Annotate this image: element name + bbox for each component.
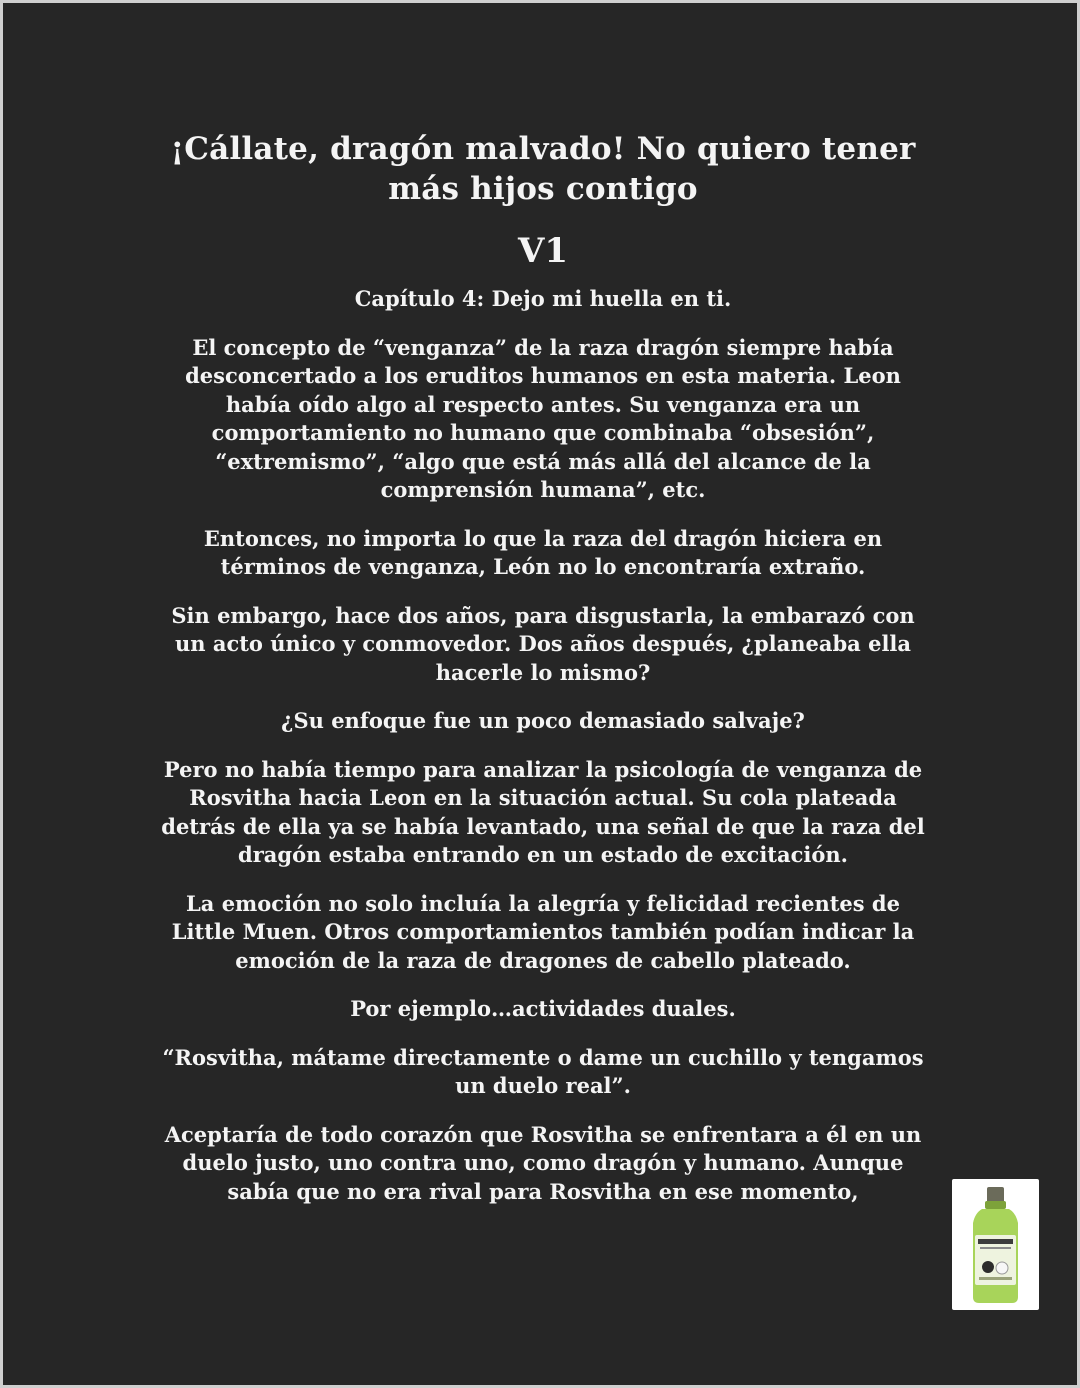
whisky-bottle-icon <box>952 1179 1039 1310</box>
paragraph: Entonces, no importa lo que la raza del dragón hiciera en términos de venganza, León no lo encontraría extraño. <box>203 525 883 579</box>
paragraph: Sin embargo, hace dos años, para disgustarla, la embarazó con un acto único y conmovedor. Dos años después, ¿planeaba ella hacerle lo mismo? <box>171 602 915 685</box>
paragraph: El concepto de “venganza” de la raza dragón siempre había desconcertado a los eruditos humanos en esta materia. Leon había oído algo al respecto antes. Su venganza era un comportamiento no humano que combinaba “obsesión”, “extremismo”, “algo que está más allá del alcance de la comprensión humana”, etc. <box>185 334 901 502</box>
page-title: ¡Cállate, dragón malvado! No quiero tener más hijos contigo <box>170 131 916 207</box>
paragraph: Pero no había tiempo para analizar la psicología de venganza de Rosvitha hacia Leon en la situación actual. Su cola plateada detrás de ella ya se había levantado, una señal de que la raza del dragón estaba entrando en un estado de excitación. <box>161 756 925 867</box>
article-body <box>153 129 933 1226</box>
paragraph: Por ejemplo…actividades duales. <box>350 996 736 1021</box>
paragraph: La emoción no solo incluía la alegría y felicidad recientes de Little Muen. Otros comportamientos también podían indicar la emoción de la raza de dragones de cabello plateado. <box>171 890 915 973</box>
paragraph: “Rosvitha, mátame directamente o dame un cuchillo y tengamos un duelo real”. <box>162 1044 924 1098</box>
ad-banner[interactable] <box>952 1179 1039 1310</box>
chapter-heading: Capítulo 4: Dejo mi huella en ti. <box>354 286 732 311</box>
paragraph: ¿Su enfoque fue un poco demasiado salvaje? <box>281 708 805 733</box>
paragraph: Aceptaría de todo corazón que Rosvitha se enfrentara a él en un duelo justo, uno contra uno, como dragón y humano. Aunque sabía que no era rival para Rosvitha en ese momento, <box>164 1121 922 1204</box>
volume-heading: V1 <box>517 231 569 271</box>
